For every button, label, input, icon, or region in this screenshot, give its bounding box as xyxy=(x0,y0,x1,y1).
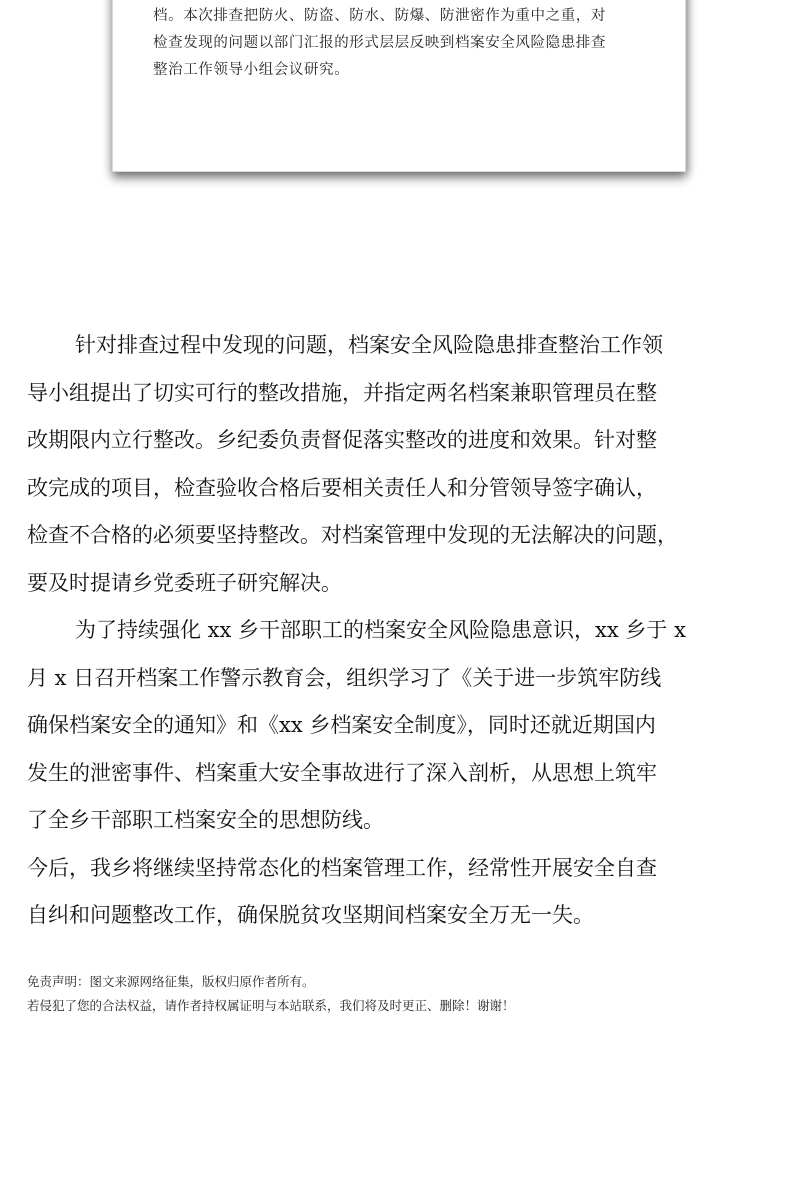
paragraph-1-line: 检查不合格的必须要坚持整改。对档案管理中发现的无法解决的问题， xyxy=(27,523,678,547)
card-text xyxy=(153,3,658,84)
paragraph-1-line: 改期限内立行整改。乡纪委负责督促落实整改的进度和效果。针对整 xyxy=(27,428,657,452)
paragraph-3-line: 自纠和问题整改工作，确保脱贫攻坚期间档案安全万无一失。 xyxy=(27,903,594,927)
paragraph-2-line: 发生的泄密事件、档案重大安全事故进行了深入剖析，从思想上筑牢 xyxy=(27,760,657,785)
paragraph-2-line: 月 x 日召开档案工作警示教育会，组织学习了《关于进一步筑牢防线 xyxy=(27,665,662,690)
document-excerpt-card xyxy=(112,0,686,172)
article-body xyxy=(27,322,777,940)
card-line: 档。本次排查把防火、防盗、防水、防爆、防泄密作为重中之重，对 xyxy=(153,8,606,24)
disclaimer-line-1: 免责声明：图文来源网络征集，版权归原作者所有。 xyxy=(27,974,315,989)
paragraph-1-line: 导小组提出了切实可行的整改措施，并指定两名档案兼职管理员在整 xyxy=(27,380,657,405)
card-line: 整治工作领导小组会议研究。 xyxy=(153,62,350,78)
disclaimer-line-2: 若侵犯了您的合法权益，请作者持权属证明与本站联系，我们将及时更正、删除！谢谢！ xyxy=(27,998,515,1013)
disclaimer xyxy=(27,970,777,1018)
paragraph-3-line: 今后，我乡将继续坚持常态化的档案管理工作，经常性开展安全自查 xyxy=(27,855,657,880)
paragraph-1-line: 改完成的项目，检查验收合格后要相关责任人和分管领导签字确认， xyxy=(27,475,657,500)
paragraph-1-line: 针对排查过程中发现的问题，档案安全风险隐患排查整治工作领 xyxy=(75,333,663,357)
paragraph-2-line: 确保档案安全的通知》和《xx 乡档案安全制度》，同时还就近期国内 xyxy=(27,713,656,737)
paragraph-2-line: 为了持续强化 xx 乡干部职工的档案安全风险隐患意识，xx 乡于 x xyxy=(75,618,686,642)
paragraph-2-line: 了全乡干部职工档案安全的思想防线。 xyxy=(27,808,384,832)
paragraph-1-line: 要及时提请乡党委班子研究解决。 xyxy=(27,570,342,595)
card-line: 检查发现的问题以部门汇报的形式层层反映到档案安全风险隐患排查 xyxy=(153,35,606,51)
